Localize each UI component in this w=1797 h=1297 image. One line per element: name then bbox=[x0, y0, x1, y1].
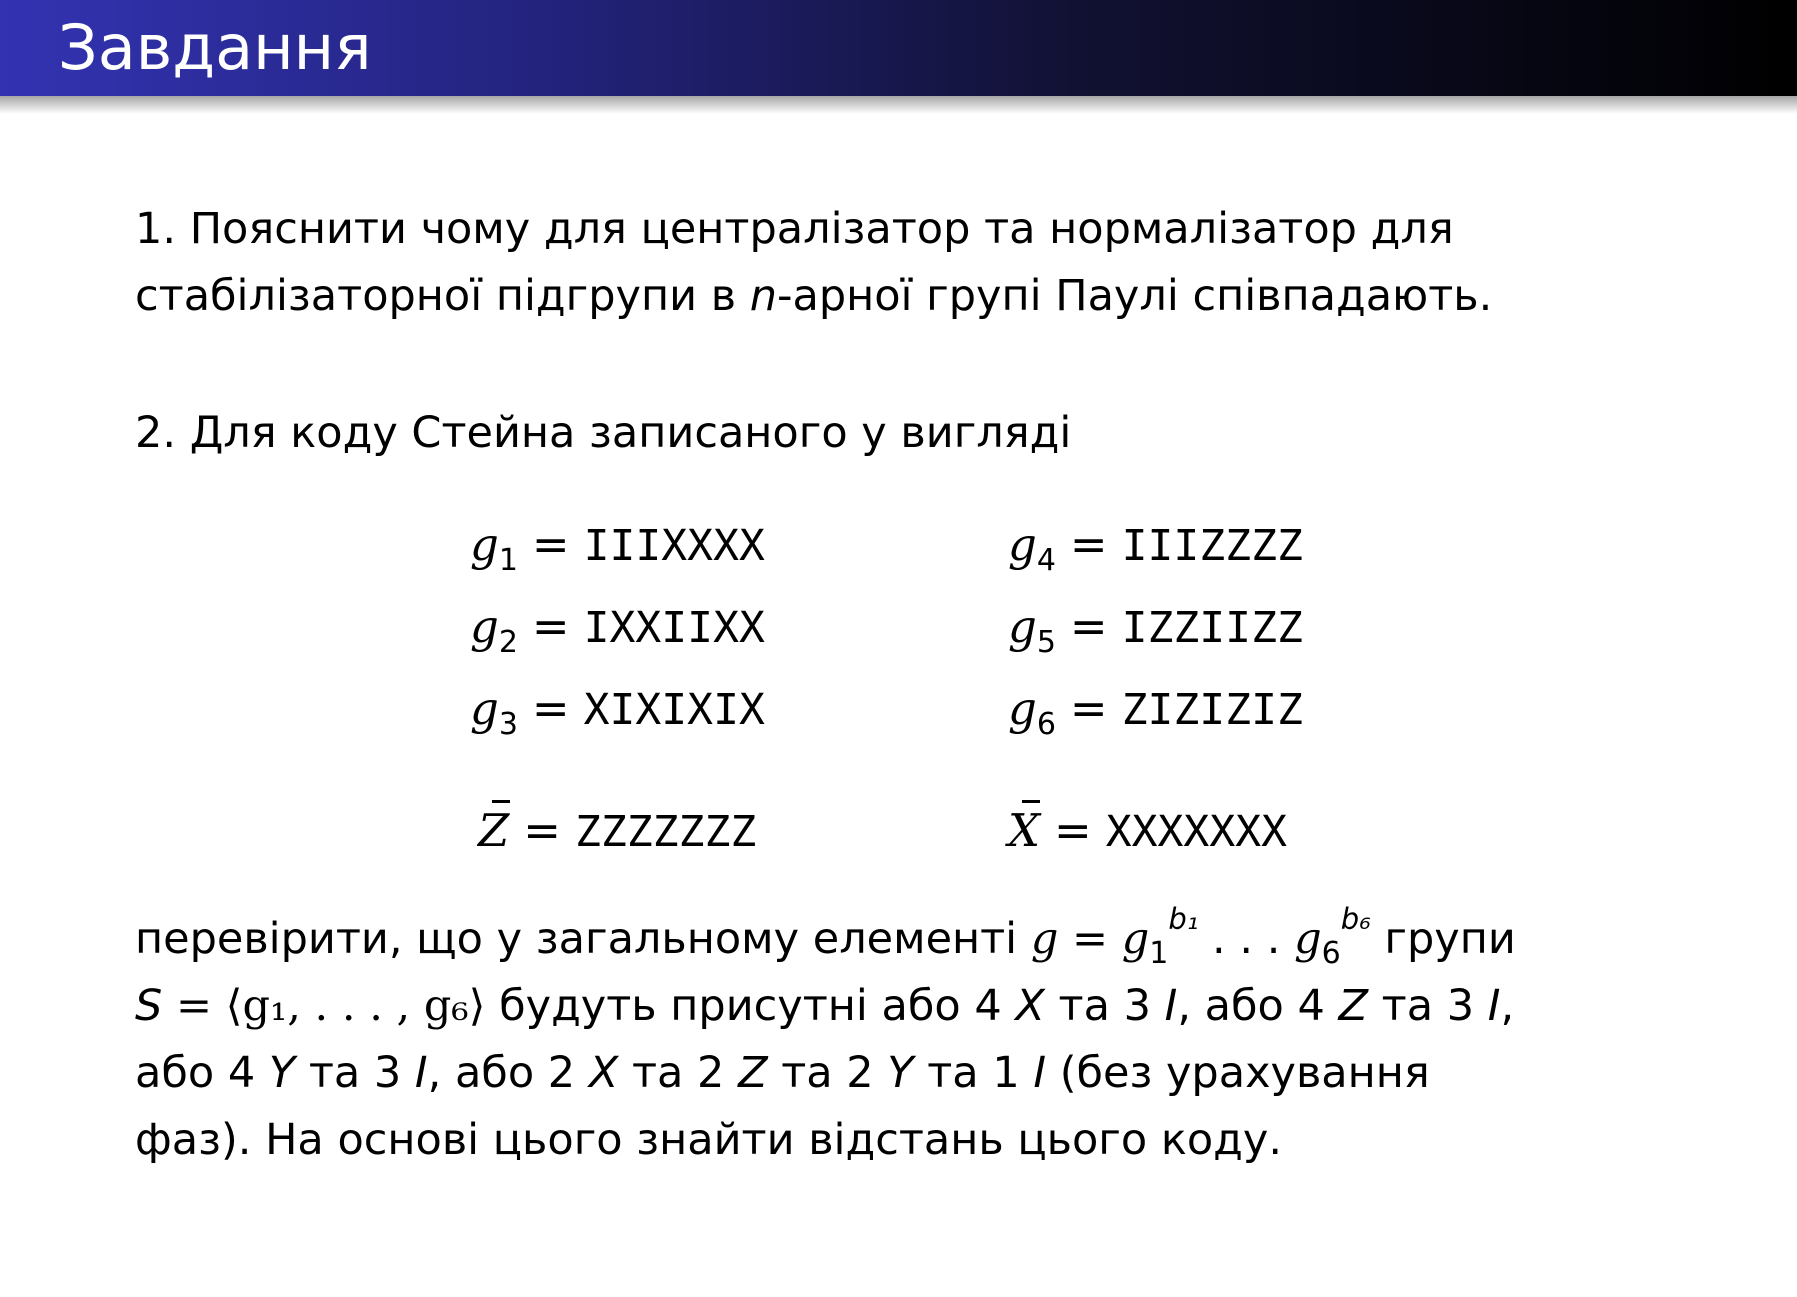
math-symbol: I bbox=[1164, 981, 1178, 1031]
check-text: та 3 bbox=[1368, 981, 1488, 1031]
math-subscript: 1 bbox=[1149, 936, 1169, 971]
generator-symbol: g bbox=[470, 682, 499, 735]
task-1-line-2 bbox=[135, 263, 1695, 330]
generator-index: 3 bbox=[498, 707, 518, 742]
check-text: та 1 bbox=[913, 1048, 1034, 1098]
math-superscript: b₆ bbox=[1340, 902, 1371, 936]
equals-sign: = bbox=[531, 682, 570, 735]
check-text: та 3 bbox=[1044, 981, 1165, 1031]
math-symbol: I bbox=[414, 1048, 428, 1098]
equals-sign: = bbox=[1069, 600, 1108, 653]
logical-x-value: XXXXXXX bbox=[1105, 807, 1287, 857]
check-text: та 2 bbox=[618, 1048, 739, 1098]
check-text: або 4 bbox=[135, 1048, 269, 1098]
equals-sign: = bbox=[1054, 804, 1092, 857]
check-text: групи bbox=[1370, 914, 1516, 964]
check-text: (без урахування bbox=[1046, 1048, 1430, 1098]
math-symbol: X bbox=[588, 1048, 619, 1098]
task-1-line-2-text-a: стабілізаторної підгрупи в bbox=[135, 271, 750, 321]
generator-index: 5 bbox=[1036, 625, 1056, 660]
task-2-check bbox=[135, 902, 1695, 1174]
generator-value: IIIXXXX bbox=[583, 521, 765, 571]
generator-g6 bbox=[1008, 682, 1303, 742]
check-text: , або 4 bbox=[1177, 981, 1339, 1031]
math-subscript: 6 bbox=[1321, 936, 1341, 971]
check-line-1 bbox=[135, 902, 1695, 973]
logical-z-symbol: Z bbox=[478, 804, 510, 857]
logical-x-symbol: X bbox=[1008, 804, 1041, 857]
generator-value: IXXIIXX bbox=[583, 603, 765, 653]
generator-g2 bbox=[470, 600, 765, 660]
title-bar-shadow bbox=[0, 96, 1797, 114]
task-1 bbox=[135, 196, 1695, 330]
equals-sign: = bbox=[531, 518, 570, 571]
generator-index: 1 bbox=[498, 543, 518, 578]
logical-z bbox=[478, 804, 756, 857]
check-text: перевірити, що у загальному елементі bbox=[135, 914, 1031, 964]
generator-symbol: g bbox=[470, 518, 499, 571]
slide-title: Завдання bbox=[58, 11, 372, 84]
generator-g3 bbox=[470, 682, 765, 742]
math-symbol: Y bbox=[268, 1048, 296, 1098]
equals-sign: = bbox=[523, 804, 561, 857]
generator-value: IZZIIZZ bbox=[1121, 603, 1303, 653]
math-symbol: S bbox=[135, 981, 163, 1031]
logical-z-value: ZZZZZZZ bbox=[575, 807, 757, 857]
generator-g5 bbox=[1008, 600, 1303, 660]
task-1-line-2-text-b: -арної групі Паулі співпадають. bbox=[776, 271, 1493, 321]
n-variable: n bbox=[749, 271, 777, 321]
math-symbol: g bbox=[1294, 914, 1322, 964]
math-symbol: I bbox=[1033, 1048, 1047, 1098]
check-line-3 bbox=[135, 1040, 1695, 1107]
equals-sign: = bbox=[531, 600, 570, 653]
math-symbol: Z bbox=[1338, 981, 1369, 1031]
generator-symbol: g bbox=[1008, 600, 1037, 653]
math-symbol: Y bbox=[887, 1048, 914, 1098]
check-text: , або 2 bbox=[427, 1048, 589, 1098]
check-text: та 3 bbox=[295, 1048, 415, 1098]
equals-sign: = bbox=[1058, 914, 1122, 964]
math-expression: = ⟨g₁, . . . , g₆⟩ bbox=[162, 981, 486, 1031]
generator-g1 bbox=[470, 518, 765, 578]
generator-value: IIIZZZZ bbox=[1121, 521, 1303, 571]
math-symbol: g bbox=[1030, 914, 1059, 964]
generator-index: 4 bbox=[1036, 543, 1056, 578]
check-text: та 2 bbox=[767, 1048, 888, 1098]
equals-sign: = bbox=[1069, 682, 1108, 735]
generator-symbol: g bbox=[470, 600, 499, 653]
task-2-intro bbox=[135, 400, 1695, 467]
generator-g4 bbox=[1008, 518, 1303, 578]
math-symbol: Z bbox=[738, 1048, 768, 1098]
task-2-intro-text: 2. Для коду Стейна записаного у вигляді bbox=[135, 408, 1072, 458]
math-symbol: I bbox=[1487, 981, 1501, 1031]
generator-index: 6 bbox=[1036, 707, 1056, 742]
logical-x bbox=[1008, 804, 1287, 857]
math-dots: . . . bbox=[1198, 914, 1295, 964]
generator-value: XIXIXIX bbox=[583, 685, 765, 735]
math-symbol: X bbox=[1015, 981, 1045, 1031]
math-symbol: g bbox=[1121, 914, 1150, 964]
equals-sign: = bbox=[1069, 518, 1108, 571]
task-1-line-1: 1. Пояснити чому для централізатор та нормалізатор для bbox=[135, 204, 1454, 254]
check-text: будуть присутні або 4 bbox=[485, 981, 1016, 1031]
generator-symbol: g bbox=[1008, 682, 1037, 735]
generator-index: 2 bbox=[498, 625, 518, 660]
generator-symbol: g bbox=[1008, 518, 1037, 571]
check-text: , bbox=[1500, 981, 1515, 1031]
math-superscript: b₁ bbox=[1168, 902, 1199, 936]
check-line-4: фаз). На основі цього знайти відстань цього коду. bbox=[135, 1115, 1282, 1165]
check-line-2 bbox=[135, 973, 1695, 1040]
generator-value: ZIZIZIZ bbox=[1121, 685, 1303, 735]
